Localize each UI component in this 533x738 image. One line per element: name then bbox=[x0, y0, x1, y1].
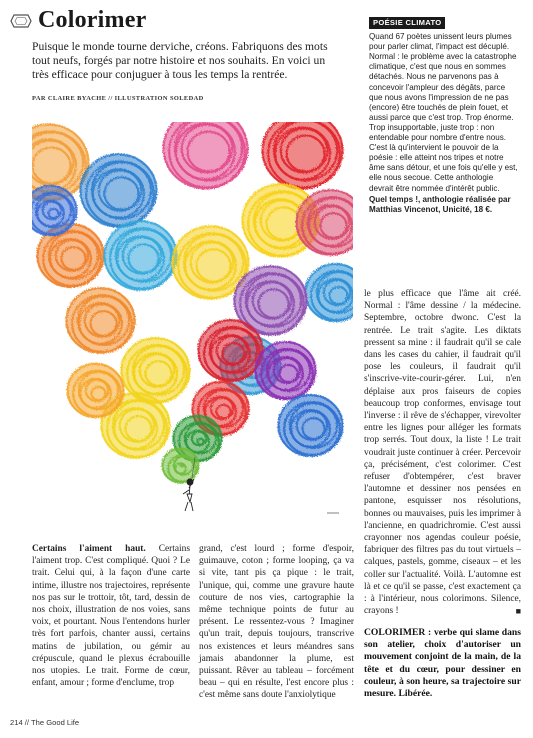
column-1-text: Certains l'aiment trop. C'est compliqué. Quoi ? Le trait. Celui qui, à la façon d'une carte intime, illustre nos trajectoires, représente nos pas sur le trottoir, tôt, tard, dessin de nos choix, illustration de nos voies, sans voix, et pourtant. Nous l'entendons hurler très fort parfois, chanter aussi, certains matins de jubilation, ou gémir au crépuscule, quand le plexus écrabouille nos utopies. Le trait. Forme de cœur, enfant, amour ; forme d'enclume, trop bbox=[32, 544, 190, 689]
definition-term: COLORIMER : bbox=[364, 627, 432, 638]
page-title: Colorimer bbox=[38, 7, 147, 33]
balloon bbox=[279, 395, 343, 456]
byline: PAR CLAIRE BYACHE // ILLUSTRATION SOLEDAD bbox=[32, 95, 204, 102]
column-3-text: le plus efficace que l'âme ait créé. Normal : l'âme dessine / la médecine. Septembre, octobre dwonc. C'est la rentrée. Le trait s'agite. Les diktats pressent sa mine : il faudrait qu'il se cale dans les cases du cahier, il faudrait qu'il pose les couleurs, il faudrait qu'il s'inscrive-vite-courir-gérer. Lui, n'en déplaise aux pros faiseurs de copies beaucoup trop conformes, envisage tout l'inverse : il rêve de s'échapper, virevolter entre les lignes pour alléger les formats trop serrés. Tout doux, la liste ! Le trait voudrait juste continuer à créer. Percevoir ça, précisément, c'est colorimer. C'est refuser d'obtempérer, c'est braver l'automne et dessiner nos pensées en pantone, esquisser nos résolutions, bonnes ou mauvaises, puis les imprimer à l'ancienne, en quadrichromie. C'est aussi crayonner nos agendas couleur poésie, fabriquer des filtres pas du tout virtuels – calques, pastels, gomme, ciseaux – et les coller sur l'actualité. Voilà. L'automne est là et ce qu'il se passe, c'est exactement ça : à l'intérieur, nous colorimons. Silence, crayons ! bbox=[364, 289, 521, 617]
sidebar-reference: Quel temps !, anthologie réalisée par Matthias Vincenot, Unicité, 18 €. bbox=[369, 194, 511, 214]
balloon bbox=[67, 288, 135, 353]
dots-decoration bbox=[327, 512, 338, 513]
page-header bbox=[10, 7, 146, 34]
article-column-2: grand, c'est lourd ; forme d'espoir, guimauve, coton ; forme looping, ça va si vite, tant pis ça pique : le trait, l'unique, qui, comme une gravure haute couture de nos vies, cartographie la même technique points de futur au présent. Le ressentez-vous ? Imaginer qu'un trait, depuis toujours, transcrive nos existences et leurs méandres sans jamais abandonner la plume, est puissant. Rêver au tableau – forcément beau – qui en résulte, l'est encore plus : c'est même sans doute l'anxiolytique bbox=[199, 544, 354, 701]
balloon-group bbox=[32, 122, 353, 483]
balloon bbox=[199, 320, 263, 381]
intro-text: Puisque le monde tourne derviche, créons. Fabriquons des mots tout neufs, forgés par notre histoire et nos souhaits. En voici un très efficace pour conjuguer à tous les temps la rentrée. bbox=[32, 40, 328, 81]
sidebar-box bbox=[369, 17, 519, 215]
page-number: 214 bbox=[10, 718, 23, 727]
footer-separator: // bbox=[24, 718, 30, 727]
balloon bbox=[297, 190, 354, 255]
balloon bbox=[263, 122, 343, 189]
balloon bbox=[68, 364, 124, 417]
balloon bbox=[164, 122, 248, 188]
balloon bbox=[163, 448, 199, 482]
article-column-3 bbox=[364, 288, 521, 617]
lead-in: Certains l'aiment haut. bbox=[32, 544, 146, 554]
hexagon-icon bbox=[10, 14, 32, 28]
balloons-illustration bbox=[32, 122, 353, 526]
definition-text: verbe qui slame dans son atelier, choix d'autoriser un mouvement conjoint de la main, de la tête et du cœur, pour dessiner en couleur, à son heure, sa trajectoire sur mesure. Libérée. bbox=[364, 627, 522, 700]
definition-box bbox=[364, 627, 521, 700]
magazine-name: The Good Life bbox=[31, 718, 80, 727]
sidebar-body: Quand 67 poètes unissent leurs plumes pour parler climat, l'impact est décuplé. Normal : le problème avec la catastrophe climatique, c'est que nous en sommes détachés. Nous ne parvenons pas à concevoir l'ampleur des dégâts, parce que nous avons l'impression de ne pas (encore) être touchés de plein fouet, et aussi parce que c'est trop. Trop énorme. Trop insupportable, juste trop : non entendable pour nombre d'entre nous. C'est là qu'intervient le pouvoir de la poésie : elle atteint nos tripes et notre âme sans détour, et une fois qu'elle y est, elle nous secoue. Cette anthologie devrait être nommée d'intérêt public. bbox=[369, 32, 518, 193]
balloon bbox=[105, 221, 177, 289]
page-footer bbox=[10, 718, 79, 727]
balloon bbox=[81, 154, 157, 226]
end-mark: ■ bbox=[515, 606, 521, 617]
balloon bbox=[32, 186, 77, 235]
balloon bbox=[306, 264, 354, 321]
article-column-1 bbox=[32, 543, 190, 689]
sidebar-tag: POÉSIE CLIMATO bbox=[369, 17, 445, 29]
balloon bbox=[256, 342, 316, 399]
